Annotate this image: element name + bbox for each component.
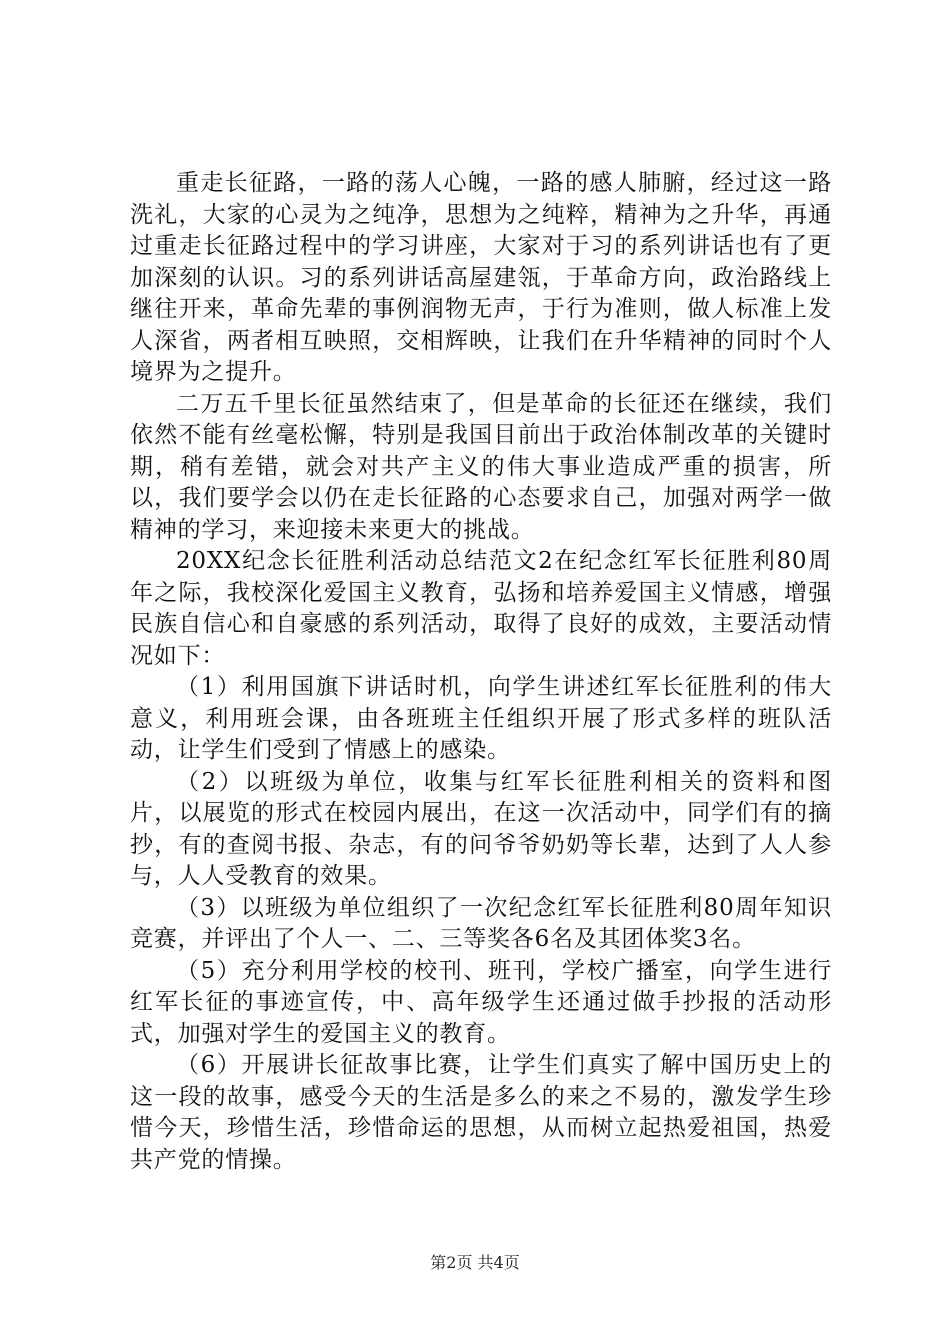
paragraph-1: 重走长征路，一路的荡人心魄，一路的感人肺腑，经过这一路洗礼，大家的心灵为之纯净，思想为之纯粹，精神为之升华，再通过重走长征路过程中的学习讲座，大家对于习的系列讲话也有了更加深刻的认识。习的系列讲话高屋建瓴，于革命方向，政治路线上继往开来，革命先辈的事例润物无声，于行为准则，做人标准上发人深省，两者相互映照，交相辉映，让我们在升华精神的同时个人境界为之提升。 <box>130 170 832 385</box>
page-footer: 第2页 共4页 <box>430 1253 520 1272</box>
paragraph-2: 二万五千里长征虽然结束了，但是革命的长征还在继续，我们依然不能有丝毫松懈，特别是我国目前出于政治体制改革的关键时期，稍有差错，就会对共产主义的伟大事业造成严重的损害，所以，我们要学会以仍在走长征路的心态要求自己，加强对两学一做精神的学习，来迎接未来更大的挑战。 <box>130 390 832 543</box>
paragraph-5: （2）以班级为单位，收集与红军长征胜利相关的资料和图片，以展览的形式在校园内展出，在这一次活动中，同学们有的摘抄，有的查阅书报、杂志，有的问爷爷奶奶等长辈，达到了人人参与，人人受教育的效果。 <box>130 768 832 889</box>
paragraph-7: （5）充分利用学校的校刊、班刊，学校广播室，向学生进行红军长征的事迹宣传，中、高年级学生还通过做手抄报的活动形式，加强对学生的爱国主义的教育。 <box>130 957 832 1047</box>
paragraph-4: （1）利用国旗下讲话时机，向学生讲述红军长征胜利的伟大意义，利用班会课，由各班班主任组织开展了形式多样的班队活动，让学生们受到了情感上的感染。 <box>130 674 832 763</box>
paragraph-8: （6）开展讲长征故事比赛，让学生们真实了解中国历史上的这一段的故事，感受今天的生活是多么的来之不易的，激发学生珍惜今天，珍惜生活，珍惜命运的思想，从而树立起热爱祖国，热爱共产党的情操。 <box>130 1052 832 1173</box>
paragraph-3: 20XX纪念长征胜利活动总结范文2在纪念红军长征胜利80周年之际，我校深化爱国主义教育，弘扬和培养爱国主义情感，增强民族自信心和自豪感的系列活动，取得了良好的成效，主要活动情况如下： <box>130 548 832 669</box>
paragraph-6: （3）以班级为单位组织了一次纪念红军长征胜利80周年知识竞赛，并评出了个人一、二、三等奖各6名及其团体奖3名。 <box>130 894 832 952</box>
document-body <box>130 168 832 1176</box>
